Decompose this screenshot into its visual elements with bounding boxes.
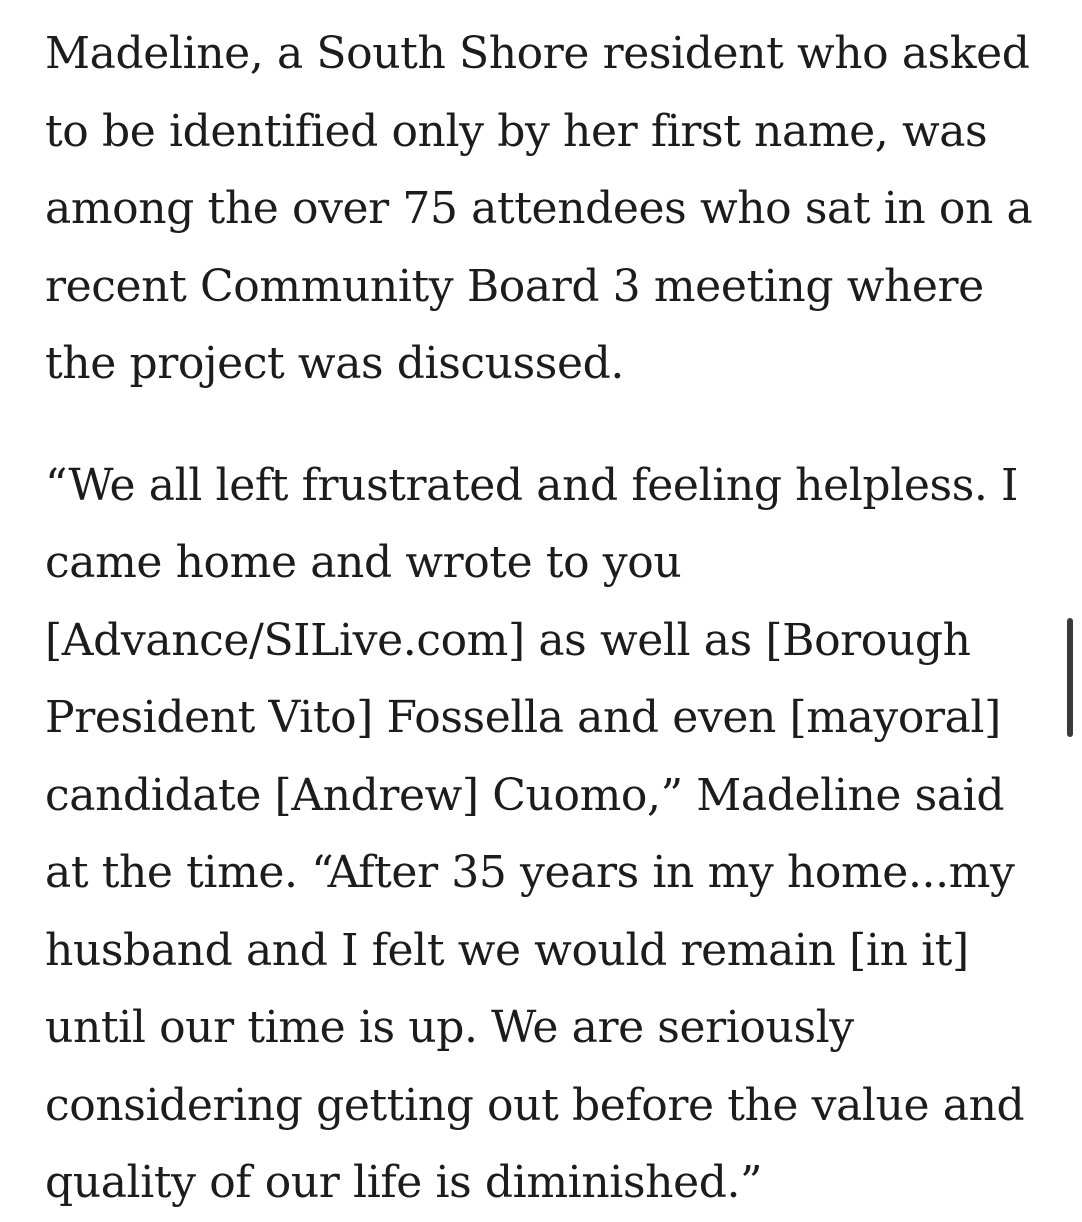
text-line: to be identified only by her first name, was	[45, 105, 988, 157]
article-paragraph	[45, 447, 1040, 1222]
text-line: candidate [Andrew] Cuomo,” Madeline said	[45, 769, 1005, 821]
text-line: husband and I felt we would remain [in it]	[45, 924, 969, 976]
text-line: quality of our life is diminished.”	[45, 1157, 763, 1208]
text-line: President Vito] Fossella and even [mayoral]	[45, 692, 1001, 743]
text-line: came home and wrote to you	[45, 537, 682, 588]
text-line: considering getting out before the value and	[45, 1079, 1025, 1131]
text-line: [Advance/SILive.com] as well as [Borough	[45, 614, 971, 666]
text-line: at the time. “After 35 years in my home...my	[45, 847, 1015, 898]
text-line: recent Community Board 3 meeting where	[45, 260, 984, 312]
text-line: until our time is up. We are seriously	[45, 1002, 854, 1053]
article-paragraph	[45, 15, 1040, 403]
text-line: among the over 75 attendees who sat in on a	[45, 183, 1033, 234]
article-body	[45, 15, 1040, 1222]
vertical-scrollbar-thumb[interactable]	[1067, 618, 1073, 737]
text-line: Madeline, a South Shore resident who asked	[45, 28, 1030, 79]
text-line: “We all left frustrated and feeling helpless. I	[45, 459, 1019, 511]
text-line: the project was discussed.	[45, 338, 624, 389]
